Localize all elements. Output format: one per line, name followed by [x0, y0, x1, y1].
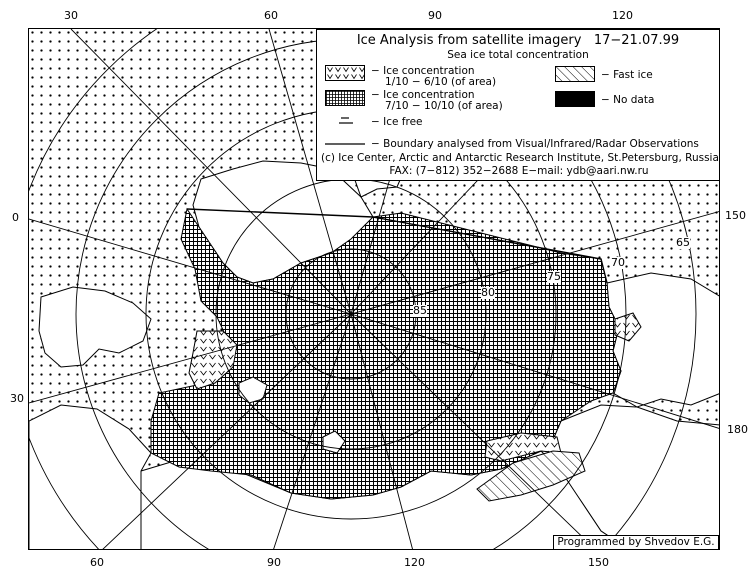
longitude-label-top-60: 60: [264, 9, 278, 22]
legend-high-concentration-range: 7/10 − 10/10 (of area): [385, 100, 503, 112]
longitude-label-top-120: 120: [612, 9, 633, 22]
latitude-label-65: 65: [676, 236, 690, 249]
longitude-label-left-0: 0: [12, 211, 19, 224]
legend-subtitle: Sea ice total concentration: [447, 49, 589, 61]
legend-title-text: Ice Analysis from satellite imagery: [356, 33, 582, 48]
longitude-label-bottom-60: 60: [90, 556, 104, 569]
swatch-high-concentration: [325, 90, 365, 106]
latitude-label-70: 70: [611, 256, 625, 269]
programmer-credit: Programmed by Shvedov E.G.: [553, 535, 719, 550]
ice-free-symbol-icon: [337, 115, 357, 127]
longitude-label-bottom-120: 120: [404, 556, 425, 569]
latitude-label-75: 75: [547, 270, 561, 283]
swatch-low-concentration: [325, 65, 365, 81]
longitude-label-right-150: 150: [725, 209, 746, 222]
legend-high-concentration-label: − Ice concentration: [371, 89, 475, 101]
longitude-label-top-90: 90: [428, 9, 442, 22]
longitude-label-top-30: 30: [64, 9, 78, 22]
swatch-fast-ice: [555, 66, 595, 82]
legend-box: [316, 29, 720, 181]
legend-ice-free-label: − Ice free: [371, 116, 423, 128]
legend-boundary-label: − Boundary analysed from Visual/Infrared/Radar Observations: [371, 138, 699, 150]
longitude-label-right-180: 180: [727, 423, 748, 436]
legend-date: 17−21.07.99: [593, 33, 680, 48]
longitude-label-left-30: 30: [10, 392, 24, 405]
legend-low-concentration-label: − Ice concentration: [371, 65, 475, 77]
legend-fast-ice-label: − Fast ice: [601, 69, 653, 81]
legend-low-concentration-range: 1/10 − 6/10 (of area): [385, 76, 497, 88]
legend-contact: FAX: (7−812) 352−2688 E−mail: ydb@aari.nw.ru: [389, 165, 649, 177]
latitude-label-85: 85: [413, 304, 427, 317]
legend-title: [317, 33, 719, 48]
legend-copyright: (c) Ice Center, Arctic and Antarctic Research Institute, St.Petersburg, Russia: [321, 152, 719, 164]
legend-no-data-label: − No data: [601, 94, 655, 106]
boundary-line-symbol-icon: [325, 141, 365, 147]
longitude-label-bottom-150: 150: [588, 556, 609, 569]
alaska-land: [607, 273, 720, 407]
longitude-label-bottom-90: 90: [267, 556, 281, 569]
swatch-no-data: [555, 91, 595, 107]
latitude-label-80: 80: [481, 286, 495, 299]
